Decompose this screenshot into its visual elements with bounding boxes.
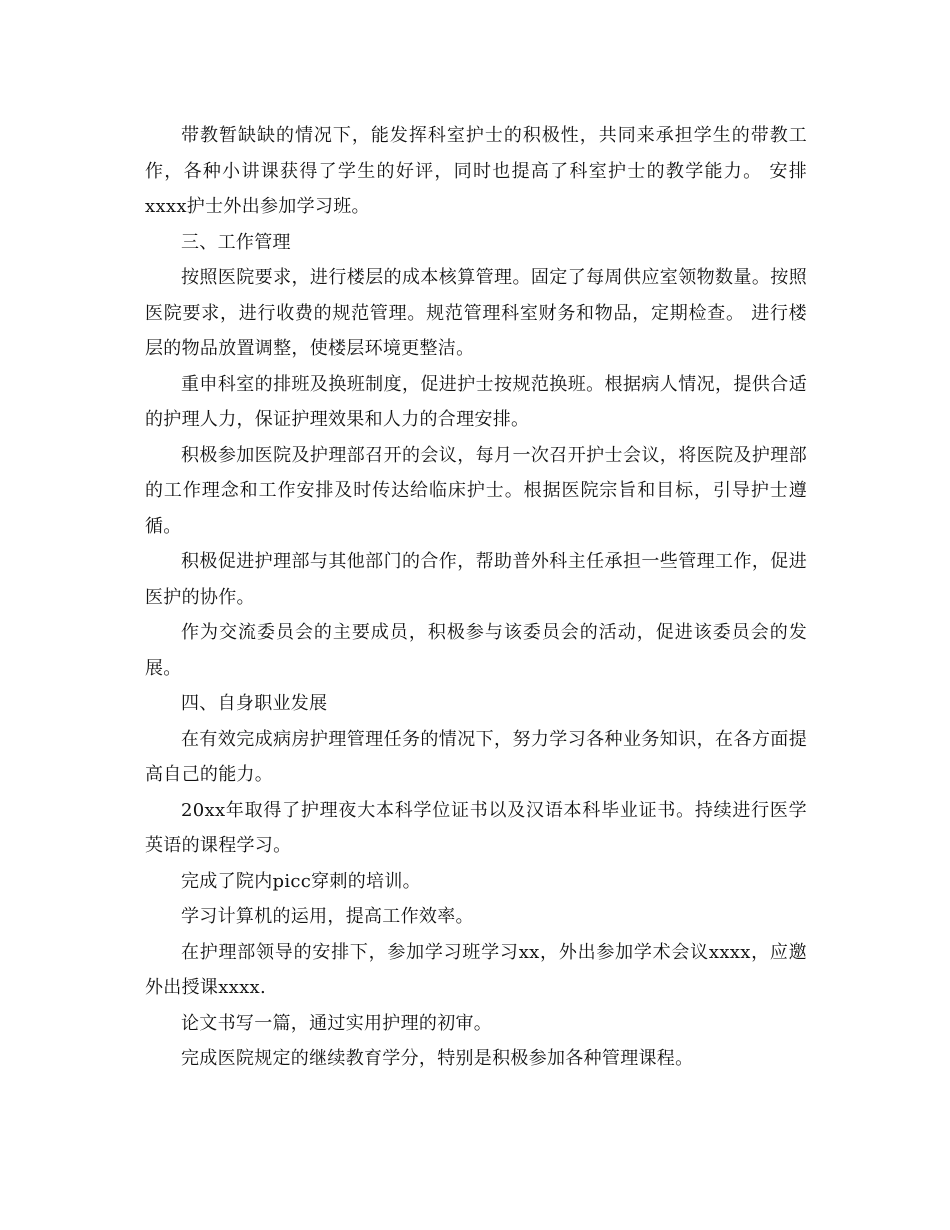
heading-career-development: 四、自身职业发展: [181, 693, 328, 714]
paragraph-picc-training: 完成了院内picc穿刺的培训。: [181, 870, 421, 892]
paragraph-learning: 在有效完成病房护理管理任务的情况下，努力学习各种业务知识，在各方面提高自己的能力。: [145, 728, 807, 785]
paragraph-teaching: 带教暂缺缺的情况下，能发挥科室护士的积极性，共同来承担学生的带教工作，各种小讲课获得了学生的好评，同时也提高了科室护士的教学能力。 安排xxxx护士外出参加学习班。: [145, 125, 807, 217]
paragraph-meetings: 积极参加医院及护理部召开的会议，每月一次召开护士会议，将医院及护理部的工作理念和工作安排及时传达给临床护士。根据医院宗旨和目标，引导护士遵循。: [145, 444, 807, 537]
paragraph-paper: 论文书写一篇，通过实用护理的初审。: [181, 1012, 493, 1034]
paragraph-continuing-education: 完成医院规定的继续教育学分，特别是积极参加各种管理课程。: [181, 1048, 694, 1069]
paragraph-scheduling: 重申科室的排班及换班制度，促进护士按规范换班。根据病人情况，提供合适的护理人力，保证护理效果和人力的合理安排。: [145, 373, 807, 430]
paragraph-conferences: 在护理部领导的安排下，参加学习班学习xx，外出参加学术会议xxxx，应邀外出授课xxxx.: [145, 941, 807, 998]
paragraph-certificates: 20xx年取得了护理夜大本科学位证书以及汉语本科毕业证书。持续进行医学英语的课程学习。: [145, 799, 807, 856]
heading-work-management: 三、工作管理: [181, 231, 291, 253]
paragraph-committee: 作为交流委员会的主要成员，积极参与该委员会的活动，促进该委员会的发展。: [145, 622, 807, 679]
paragraph-computer-skills: 学习计算机的运用，提高工作效率。: [181, 906, 474, 927]
paragraph-cooperation: 积极促进护理部与其他部门的合作，帮助普外科主任承担一些管理工作，促进医护的协作。: [145, 551, 807, 608]
document-body: [145, 118, 807, 1077]
paragraph-cost-management: 按照医院要求，进行楼层的成本核算管理。固定了每周供应室领物数量。按照医院要求，进行收费的规范管理。规范管理科室财务和物品，定期检查。 进行楼层的物品放置调整，使楼层环境更整洁。: [145, 267, 807, 359]
